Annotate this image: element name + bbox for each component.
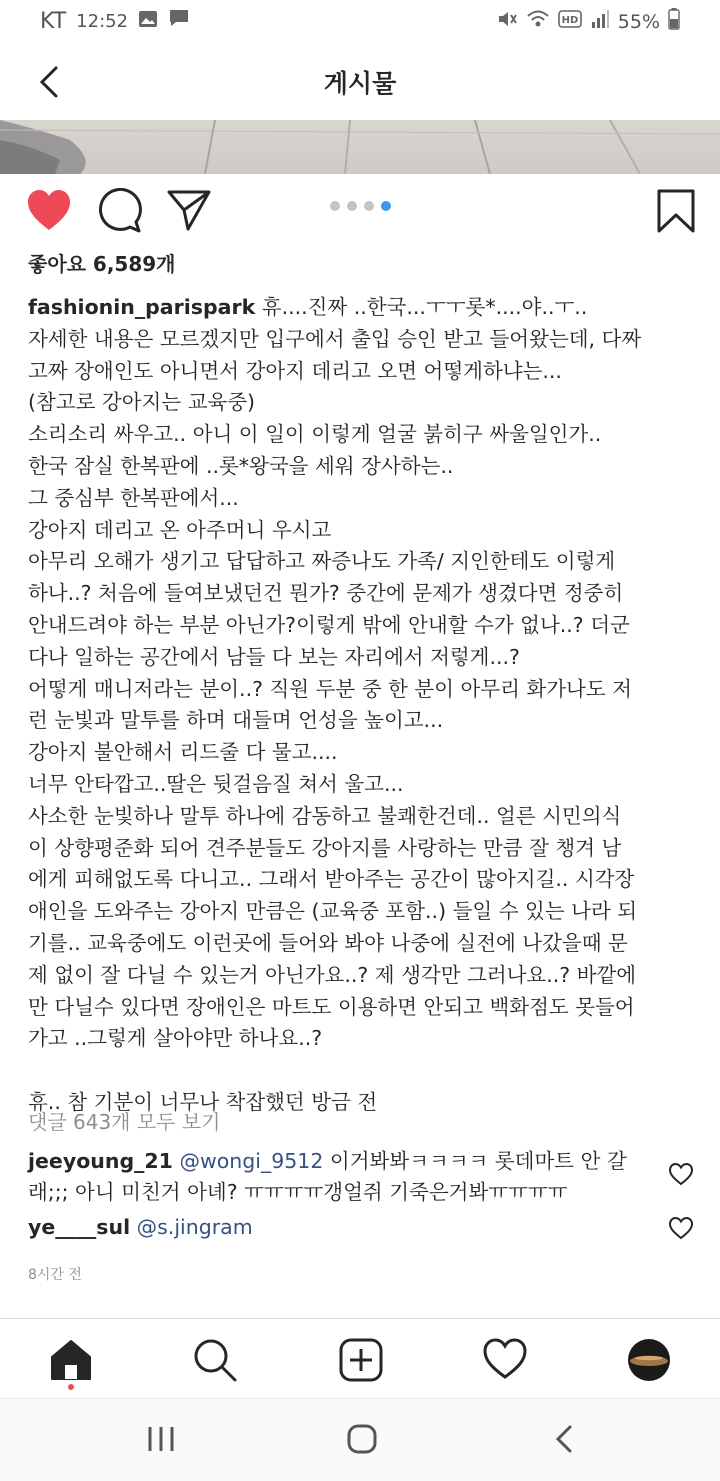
caption-line: 하나..? 처음에 들여보냈던건 뭔가? 중간에 문제가 생겼다면 정중히 (28, 581, 624, 606)
caption-line: 제 없이 잘 다닐 수 있는거 아닌가요..? 제 생각만 그러나요..? 바깥에 (28, 962, 637, 987)
heart-outline-icon (668, 1216, 694, 1240)
carrier-label: KT (40, 8, 67, 34)
heart-outline-icon (482, 1337, 528, 1381)
comment-like-button[interactable] (668, 1162, 694, 1190)
comment-mention[interactable]: @wongi_9512 (179, 1149, 324, 1173)
caption-line: 사소한 눈빛하나 말투 하나에 감동하고 불쾌한건데.. 얼른 시민의식 (28, 803, 622, 828)
caption-line: 만 다닐수 있다면 장애인은 마트도 이용하면 안되고 백화점도 못들어 (28, 994, 635, 1019)
recent-apps-icon (146, 1423, 176, 1455)
caption-line: 휴.. 참 기분이 너무나 착잡했던 방금 전 (28, 1089, 378, 1114)
recent-apps-button[interactable] (146, 1423, 176, 1459)
gallery-icon (138, 9, 158, 34)
bookmark-icon (656, 188, 696, 234)
comment-username[interactable]: jeeyoung_21 (28, 1149, 173, 1173)
caption-line: 한국 잠실 한복판에 ..롯*왕국을 세워 장사하는.. (28, 453, 454, 478)
caption-line: 강아지 불안해서 리드줄 다 물고.... (28, 740, 338, 765)
caption-line: 자세한 내용은 모르겠지만 입구에서 출입 승인 받고 들어왔는데, 다짜 (28, 326, 642, 351)
hd-icon (558, 10, 582, 33)
caption-line: 그 중심부 한복판에서... (28, 485, 239, 510)
clock: 12:52 (76, 10, 129, 32)
caption-line: 고짜 장애인도 아니면서 강아지 데리고 오면 어떻게하냐는... (28, 358, 562, 383)
comment-username[interactable]: ye____sul (28, 1215, 131, 1239)
status-bar (0, 0, 720, 44)
svg-text:HD: HD (561, 15, 579, 26)
search-icon (192, 1337, 238, 1383)
carousel-indicator (330, 201, 391, 211)
caption-line: 애인을 도와주는 강아지 만큼은 (교육중 포함..) 들일 수 있는 나라 되 (28, 899, 638, 924)
nav-new-post[interactable] (338, 1337, 384, 1383)
view-all-comments-link[interactable]: 댓글 643개 모두 보기 (28, 1110, 221, 1134)
comment-item (28, 1212, 658, 1243)
carousel-dot (347, 201, 357, 211)
caption-line-blank (28, 1055, 698, 1087)
system-navigation-bar (0, 1398, 720, 1481)
heart-filled-icon (26, 188, 72, 232)
caption-line: 휴....진짜 ..한국...ㅜㅜ롯*....야..ㅜ.. (261, 295, 588, 319)
caption-line: 안내드려야 하는 부분 아닌가?이렇게 밖에 안내할 수가 없나..? 더군 (28, 612, 630, 637)
home-system-button[interactable] (346, 1423, 378, 1459)
like-button[interactable] (26, 188, 72, 236)
nav-search[interactable] (192, 1337, 238, 1383)
battery-icon (668, 8, 680, 35)
caption-line: (참고로 강아지는 교육중) (28, 390, 256, 415)
likes-count[interactable]: 좋아요 6,589개 (28, 252, 176, 276)
back-system-button[interactable] (552, 1423, 576, 1459)
save-button[interactable] (656, 188, 696, 238)
caption-line: 어떻게 매니저라는 분이..? 직원 두분 중 한 분이 아무리 화가나도 저 (28, 676, 632, 701)
caption-line: 소리소리 싸우고.. 아니 이 일이 이렇게 얼굴 붉히구 싸울일인가.. (28, 422, 602, 447)
post-caption (28, 292, 698, 1119)
caption-line: 에게 피해없도록 다니고.. 그래서 받아주는 공간이 많아지길.. 시각장 (28, 867, 635, 892)
battery-label: 55% (617, 10, 660, 33)
caption-line: 가고 ..그렇게 살아야만 하나요..? (28, 1026, 323, 1051)
caption-line: 다나 일하는 공간에서 남들 다 보는 자리에서 저렇게...? (28, 644, 520, 669)
speech-bubble-icon (96, 188, 142, 234)
carousel-dot (364, 201, 374, 211)
home-icon (48, 1337, 94, 1391)
caption-line: 이 상향평준화 되어 견주분들도 강아지를 사랑하는 만큼 잘 챙겨 남 (28, 835, 622, 860)
comment-item (28, 1146, 658, 1208)
comment-button[interactable] (96, 188, 142, 238)
avatar (626, 1337, 672, 1383)
wifi-icon (526, 9, 550, 34)
page-title: 게시물 (323, 69, 397, 98)
caption-line: 아무리 오해가 생기고 답답하고 짜증나도 가족/ 지인한테도 이렇게 (28, 549, 616, 574)
nav-profile[interactable] (626, 1337, 672, 1383)
caption-line: 기를.. 교육중에도 이런곳에 들어와 봐야 나중에 실전에 나갔을때 문 (28, 930, 628, 955)
message-icon (168, 8, 190, 34)
paper-plane-icon (166, 188, 212, 232)
caption-username[interactable]: fashionin_parispark (28, 295, 256, 319)
bottom-navigation (0, 1318, 720, 1399)
heart-outline-icon (668, 1162, 694, 1186)
add-post-icon (338, 1337, 384, 1383)
post-image[interactable] (0, 120, 720, 174)
caption-line: 너무 안타깝고..딸은 뒷걸음질 쳐서 울고... (28, 771, 404, 796)
top-bar (0, 44, 720, 118)
nav-activity[interactable] (482, 1337, 528, 1383)
action-row (0, 188, 720, 238)
comment-text: 래;;; 아니 미친거 아녜? ㅠㅠㅠㅠ갱얼쥐 기죽은거봐ㅠㅠㅠㅠ (28, 1180, 568, 1204)
signal-icon (590, 9, 610, 34)
caption-line: 런 눈빛과 말투를 하며 대들며 언성을 높이고... (28, 708, 444, 733)
caption-line: 강아지 데리고 온 아주머니 우시고 (28, 517, 332, 542)
mute-icon (496, 9, 518, 34)
nav-home[interactable] (48, 1337, 94, 1383)
comment-like-button[interactable] (668, 1216, 694, 1244)
comment-mention[interactable]: @s.jingram (136, 1215, 253, 1239)
post-timestamp: 8시간 전 (28, 1267, 82, 1283)
share-button[interactable] (166, 188, 212, 236)
comment-text: 이거봐봐ㅋㅋㅋㅋ 롯데마트 안 갈 (323, 1149, 627, 1173)
chevron-left-icon (552, 1423, 576, 1455)
carousel-dot-active (381, 201, 391, 211)
home-rounded-square-icon (346, 1423, 378, 1455)
carousel-dot (330, 201, 340, 211)
